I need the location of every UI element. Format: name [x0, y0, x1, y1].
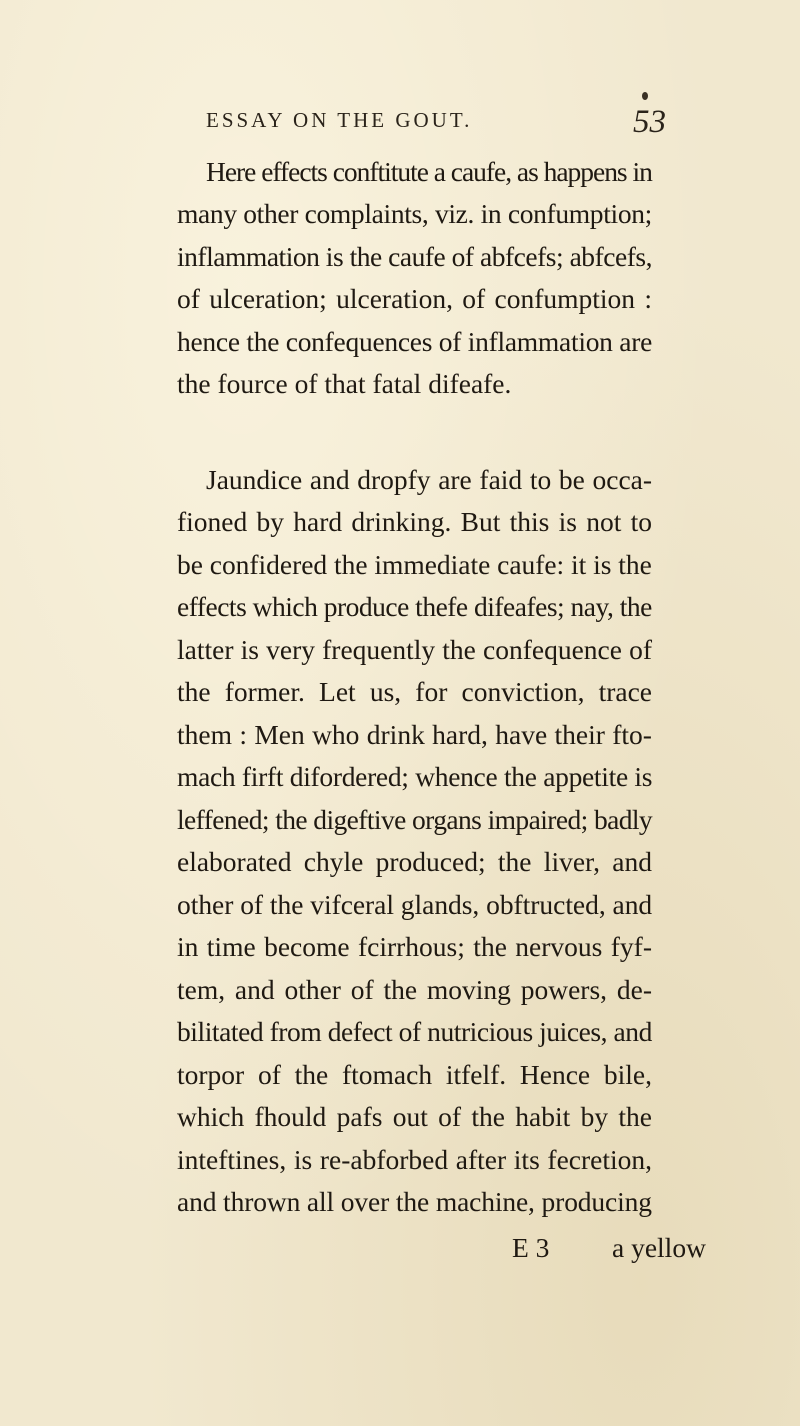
text-line: latter is very frequently the confequence of: [177, 634, 653, 665]
text-line: other of the vifceral glands, obftructed, and: [177, 889, 653, 920]
text-line: which fhould pafs out of the habit by the: [177, 1101, 652, 1132]
signature-mark: E 3: [512, 1232, 550, 1263]
text-line: effects which produce thefe difeafes; nay, the: [177, 591, 652, 622]
text-line: inteftines, is re-abforbed after its fecretion,: [177, 1144, 653, 1175]
text-line: inflammation is the caufe of abfcefs; abfcefs,: [177, 241, 652, 272]
text-line: them : Men who drink hard, have their fto-: [177, 719, 652, 750]
text-line: the fource of that fatal difeafe.: [177, 368, 512, 399]
text-line: of ulceration; ulceration, of confumption :: [177, 283, 652, 314]
catchword: a yellow: [612, 1232, 706, 1263]
text-line: tem, and other of the moving powers, de-: [177, 974, 652, 1005]
text-line: many other complaints, viz. in confumption;: [177, 198, 652, 229]
text-line: leffened; the digeftive organs impaired; badly: [177, 804, 653, 835]
text-line: elaborated chyle produced; the liver, and: [177, 846, 652, 877]
ink-spot: [642, 92, 648, 100]
text-line: fioned by hard drinking. But this is not to: [177, 506, 652, 537]
text-line: Jaundice and dropfy are faid to be occa-: [206, 464, 653, 495]
text-line: torpor of the ftomach itfelf. Hence bile,: [177, 1059, 652, 1090]
text-line: Here effects conftitute a caufe, as happens in: [206, 156, 652, 187]
text-line: the former. Let us, for conviction, trace: [177, 676, 652, 707]
text-line: be confidered the immediate caufe: it is the: [177, 549, 652, 580]
text-line: in time become fcirrhous; the nervous fyf-: [177, 931, 653, 962]
page-number: 53: [633, 104, 666, 140]
text-line: and thrown all over the machine, producing: [177, 1186, 652, 1217]
running-head: ESSAY ON THE GOUT.: [206, 108, 473, 132]
text-line: hence the confequences of inflammation are: [177, 326, 653, 357]
text-line: mach firft difordered; whence the appetite is: [177, 761, 653, 792]
text-line: bilitated from defect of nutricious juices, and: [177, 1016, 652, 1047]
